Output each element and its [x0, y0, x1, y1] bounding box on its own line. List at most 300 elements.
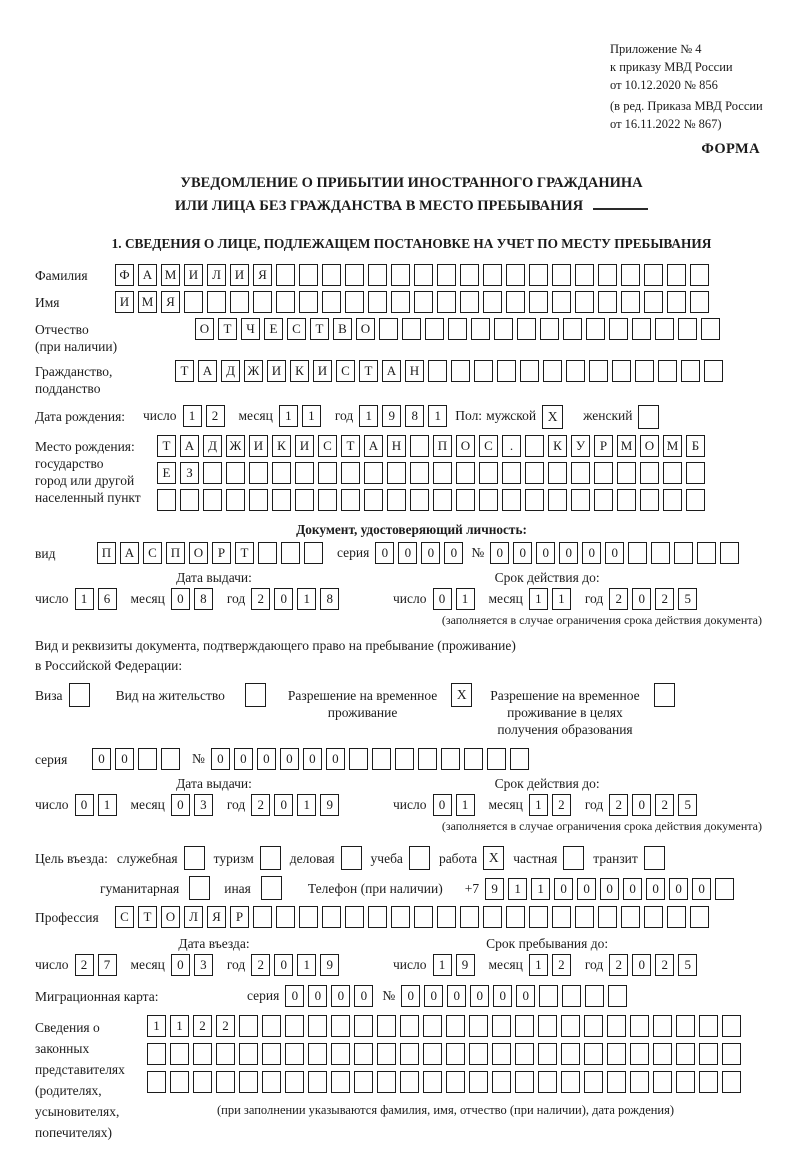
char-cell[interactable]: 0 — [605, 542, 624, 564]
char-cell[interactable]: 1 — [297, 588, 316, 610]
char-cell[interactable] — [318, 489, 337, 511]
char-cell[interactable]: 0 — [274, 588, 293, 610]
char-cell[interactable] — [644, 264, 663, 286]
char-cell[interactable] — [644, 906, 663, 928]
char-cell[interactable]: 1 — [147, 1015, 166, 1037]
char-cell[interactable]: П — [97, 542, 116, 564]
char-cell[interactable]: 2 — [75, 954, 94, 976]
char-cell[interactable] — [494, 318, 513, 340]
char-cell[interactable] — [529, 264, 548, 286]
char-cell[interactable] — [655, 318, 674, 340]
identity-valid-day-cells[interactable] — [433, 588, 479, 610]
char-cell[interactable] — [483, 291, 502, 313]
surname-cells[interactable] — [115, 264, 713, 286]
char-cell[interactable] — [552, 291, 571, 313]
char-cell[interactable]: З — [180, 462, 199, 484]
char-cell[interactable] — [471, 318, 490, 340]
migration-series-cells[interactable] — [285, 985, 377, 1007]
char-cell[interactable]: 0 — [280, 748, 299, 770]
purpose-private-checkbox[interactable] — [563, 846, 584, 870]
char-cell[interactable]: 0 — [171, 954, 190, 976]
char-cell[interactable] — [418, 748, 437, 770]
char-cell[interactable] — [423, 1015, 442, 1037]
char-cell[interactable]: С — [115, 906, 134, 928]
char-cell[interactable] — [571, 489, 590, 511]
identity-issue-year-cells[interactable] — [251, 588, 343, 610]
char-cell[interactable]: А — [382, 360, 401, 382]
char-cell[interactable] — [676, 1043, 695, 1065]
char-cell[interactable] — [441, 748, 460, 770]
char-cell[interactable] — [193, 1071, 212, 1093]
char-cell[interactable] — [667, 906, 686, 928]
char-cell[interactable] — [230, 291, 249, 313]
char-cell[interactable] — [299, 264, 318, 286]
char-cell[interactable]: 1 — [508, 878, 527, 900]
char-cell[interactable] — [216, 1043, 235, 1065]
char-cell[interactable]: 0 — [285, 985, 304, 1007]
char-cell[interactable] — [585, 985, 604, 1007]
char-cell[interactable] — [506, 906, 525, 928]
char-cell[interactable] — [722, 1071, 741, 1093]
representatives-cells-row1[interactable] — [147, 1015, 745, 1037]
char-cell[interactable] — [423, 1043, 442, 1065]
char-cell[interactable] — [586, 318, 605, 340]
char-cell[interactable] — [663, 462, 682, 484]
permit-valid-day-cells[interactable] — [433, 794, 479, 816]
char-cell[interactable]: 8 — [320, 588, 339, 610]
char-cell[interactable]: К — [290, 360, 309, 382]
char-cell[interactable] — [446, 1015, 465, 1037]
char-cell[interactable]: 0 — [171, 794, 190, 816]
char-cell[interactable]: 2 — [206, 405, 225, 427]
char-cell[interactable]: С — [318, 435, 337, 457]
char-cell[interactable]: 2 — [609, 588, 628, 610]
char-cell[interactable] — [540, 318, 559, 340]
char-cell[interactable] — [515, 1015, 534, 1037]
char-cell[interactable] — [285, 1071, 304, 1093]
char-cell[interactable] — [617, 489, 636, 511]
char-cell[interactable] — [253, 906, 272, 928]
char-cell[interactable]: 2 — [251, 954, 270, 976]
char-cell[interactable]: К — [548, 435, 567, 457]
char-cell[interactable]: 8 — [405, 405, 424, 427]
char-cell[interactable] — [663, 489, 682, 511]
char-cell[interactable]: Т — [218, 318, 237, 340]
char-cell[interactable] — [552, 264, 571, 286]
char-cell[interactable] — [354, 1071, 373, 1093]
char-cell[interactable]: 1 — [433, 954, 452, 976]
char-cell[interactable] — [630, 1071, 649, 1093]
char-cell[interactable] — [322, 906, 341, 928]
char-cell[interactable]: М — [617, 435, 636, 457]
char-cell[interactable] — [239, 1071, 258, 1093]
char-cell[interactable] — [184, 291, 203, 313]
char-cell[interactable] — [525, 462, 544, 484]
char-cell[interactable] — [387, 489, 406, 511]
char-cell[interactable]: 0 — [421, 542, 440, 564]
char-cell[interactable]: 0 — [600, 878, 619, 900]
char-cell[interactable]: А — [198, 360, 217, 382]
char-cell[interactable]: Т — [359, 360, 378, 382]
char-cell[interactable] — [456, 462, 475, 484]
char-cell[interactable] — [515, 1071, 534, 1093]
char-cell[interactable] — [147, 1043, 166, 1065]
char-cell[interactable]: С — [479, 435, 498, 457]
char-cell[interactable] — [456, 489, 475, 511]
char-cell[interactable] — [285, 1015, 304, 1037]
char-cell[interactable] — [448, 318, 467, 340]
doc-series-cells[interactable] — [375, 542, 467, 564]
char-cell[interactable]: 2 — [552, 954, 571, 976]
residence-permit-checkbox[interactable] — [245, 683, 266, 707]
char-cell[interactable]: 1 — [170, 1015, 189, 1037]
permit-issue-day-cells[interactable] — [75, 794, 121, 816]
char-cell[interactable]: 0 — [308, 985, 327, 1007]
char-cell[interactable] — [272, 462, 291, 484]
char-cell[interactable] — [690, 291, 709, 313]
char-cell[interactable]: 1 — [428, 405, 447, 427]
char-cell[interactable] — [402, 318, 421, 340]
char-cell[interactable] — [295, 489, 314, 511]
char-cell[interactable]: 0 — [582, 542, 601, 564]
char-cell[interactable]: А — [364, 435, 383, 457]
char-cell[interactable] — [506, 264, 525, 286]
char-cell[interactable] — [272, 489, 291, 511]
char-cell[interactable]: 0 — [398, 542, 417, 564]
char-cell[interactable] — [594, 489, 613, 511]
char-cell[interactable] — [377, 1043, 396, 1065]
char-cell[interactable] — [226, 462, 245, 484]
purpose-other-checkbox[interactable] — [261, 876, 282, 900]
char-cell[interactable]: 0 — [234, 748, 253, 770]
char-cell[interactable]: Ж — [244, 360, 263, 382]
char-cell[interactable] — [437, 291, 456, 313]
char-cell[interactable] — [262, 1071, 281, 1093]
char-cell[interactable] — [226, 489, 245, 511]
char-cell[interactable]: 0 — [646, 878, 665, 900]
char-cell[interactable] — [492, 1043, 511, 1065]
char-cell[interactable]: 5 — [678, 588, 697, 610]
name-cells[interactable] — [115, 291, 713, 313]
char-cell[interactable] — [487, 748, 506, 770]
char-cell[interactable] — [295, 462, 314, 484]
char-cell[interactable] — [170, 1043, 189, 1065]
char-cell[interactable] — [379, 318, 398, 340]
char-cell[interactable] — [617, 462, 636, 484]
char-cell[interactable] — [451, 360, 470, 382]
char-cell[interactable] — [349, 748, 368, 770]
char-cell[interactable]: 0 — [632, 588, 651, 610]
char-cell[interactable]: 1 — [529, 588, 548, 610]
char-cell[interactable]: 0 — [75, 794, 94, 816]
char-cell[interactable]: 2 — [655, 794, 674, 816]
char-cell[interactable] — [304, 542, 323, 564]
char-cell[interactable] — [207, 291, 226, 313]
permit-issue-year-cells[interactable] — [251, 794, 343, 816]
char-cell[interactable]: И — [295, 435, 314, 457]
char-cell[interactable] — [387, 462, 406, 484]
char-cell[interactable] — [681, 360, 700, 382]
char-cell[interactable]: Т — [138, 906, 157, 928]
char-cell[interactable] — [285, 1043, 304, 1065]
char-cell[interactable] — [446, 1071, 465, 1093]
char-cell[interactable]: И — [267, 360, 286, 382]
char-cell[interactable]: Т — [341, 435, 360, 457]
char-cell[interactable]: С — [336, 360, 355, 382]
char-cell[interactable] — [520, 360, 539, 382]
char-cell[interactable] — [322, 291, 341, 313]
char-cell[interactable] — [548, 489, 567, 511]
char-cell[interactable] — [322, 264, 341, 286]
char-cell[interactable]: Д — [203, 435, 222, 457]
char-cell[interactable]: О — [640, 435, 659, 457]
char-cell[interactable]: 2 — [552, 794, 571, 816]
char-cell[interactable]: Л — [207, 264, 226, 286]
char-cell[interactable] — [640, 489, 659, 511]
char-cell[interactable] — [667, 291, 686, 313]
entry-year-cells[interactable] — [251, 954, 343, 976]
char-cell[interactable]: И — [184, 264, 203, 286]
char-cell[interactable] — [529, 906, 548, 928]
char-cell[interactable]: 2 — [609, 954, 628, 976]
char-cell[interactable]: 0 — [554, 878, 573, 900]
gender-female-checkbox[interactable] — [638, 405, 659, 429]
char-cell[interactable] — [483, 906, 502, 928]
char-cell[interactable] — [368, 906, 387, 928]
char-cell[interactable] — [193, 1043, 212, 1065]
char-cell[interactable] — [492, 1071, 511, 1093]
char-cell[interactable] — [469, 1043, 488, 1065]
char-cell[interactable] — [584, 1071, 603, 1093]
char-cell[interactable] — [414, 906, 433, 928]
char-cell[interactable]: 0 — [257, 748, 276, 770]
char-cell[interactable]: Д — [221, 360, 240, 382]
char-cell[interactable] — [308, 1015, 327, 1037]
char-cell[interactable] — [704, 360, 723, 382]
char-cell[interactable]: 1 — [302, 405, 321, 427]
char-cell[interactable]: О — [195, 318, 214, 340]
char-cell[interactable] — [262, 1043, 281, 1065]
char-cell[interactable] — [621, 291, 640, 313]
char-cell[interactable] — [410, 489, 429, 511]
patronymic-cells[interactable] — [195, 318, 724, 340]
char-cell[interactable]: 1 — [529, 794, 548, 816]
char-cell[interactable]: С — [143, 542, 162, 564]
char-cell[interactable] — [608, 985, 627, 1007]
char-cell[interactable]: 0 — [326, 748, 345, 770]
char-cell[interactable] — [701, 318, 720, 340]
char-cell[interactable] — [699, 1071, 718, 1093]
char-cell[interactable] — [621, 906, 640, 928]
char-cell[interactable]: 0 — [632, 794, 651, 816]
char-cell[interactable]: 0 — [692, 878, 711, 900]
char-cell[interactable] — [203, 462, 222, 484]
char-cell[interactable] — [538, 1071, 557, 1093]
char-cell[interactable]: Т — [310, 318, 329, 340]
char-cell[interactable] — [331, 1043, 350, 1065]
birth-place-cells-row1[interactable] — [157, 435, 709, 457]
char-cell[interactable]: П — [433, 435, 452, 457]
char-cell[interactable] — [460, 291, 479, 313]
char-cell[interactable]: М — [161, 264, 180, 286]
char-cell[interactable]: 1 — [552, 588, 571, 610]
char-cell[interactable]: 1 — [456, 794, 475, 816]
char-cell[interactable]: 0 — [433, 588, 452, 610]
identity-valid-month-cells[interactable] — [529, 588, 575, 610]
char-cell[interactable]: Р — [230, 906, 249, 928]
char-cell[interactable]: 1 — [529, 954, 548, 976]
visa-checkbox[interactable] — [69, 683, 90, 707]
char-cell[interactable] — [345, 264, 364, 286]
birth-month-cells[interactable] — [279, 405, 325, 427]
char-cell[interactable] — [483, 264, 502, 286]
char-cell[interactable] — [607, 1043, 626, 1065]
char-cell[interactable]: 0 — [559, 542, 578, 564]
char-cell[interactable]: Я — [207, 906, 226, 928]
char-cell[interactable]: 0 — [516, 985, 535, 1007]
char-cell[interactable]: Т — [157, 435, 176, 457]
char-cell[interactable]: 5 — [678, 794, 697, 816]
stay-day-cells[interactable] — [433, 954, 479, 976]
purpose-humanitarian-checkbox[interactable] — [189, 876, 210, 900]
char-cell[interactable] — [594, 462, 613, 484]
char-cell[interactable] — [584, 1015, 603, 1037]
stay-month-cells[interactable] — [529, 954, 575, 976]
char-cell[interactable] — [299, 291, 318, 313]
char-cell[interactable]: 1 — [359, 405, 378, 427]
char-cell[interactable] — [715, 878, 734, 900]
char-cell[interactable] — [667, 264, 686, 286]
char-cell[interactable]: 0 — [354, 985, 373, 1007]
char-cell[interactable] — [299, 906, 318, 928]
char-cell[interactable] — [276, 264, 295, 286]
char-cell[interactable] — [525, 489, 544, 511]
char-cell[interactable]: 0 — [433, 794, 452, 816]
char-cell[interactable]: 1 — [75, 588, 94, 610]
char-cell[interactable] — [548, 462, 567, 484]
char-cell[interactable] — [364, 489, 383, 511]
char-cell[interactable] — [502, 489, 521, 511]
representatives-cells-row2[interactable] — [147, 1043, 745, 1065]
purpose-commercial-checkbox[interactable] — [341, 846, 362, 870]
temp-permit-edu-checkbox[interactable] — [654, 683, 675, 707]
char-cell[interactable] — [400, 1015, 419, 1037]
char-cell[interactable] — [690, 906, 709, 928]
identity-valid-year-cells[interactable] — [609, 588, 701, 610]
char-cell[interactable] — [575, 906, 594, 928]
char-cell[interactable]: 1 — [456, 588, 475, 610]
char-cell[interactable] — [262, 1015, 281, 1037]
char-cell[interactable] — [368, 264, 387, 286]
char-cell[interactable]: 8 — [194, 588, 213, 610]
char-cell[interactable]: 3 — [194, 794, 213, 816]
char-cell[interactable] — [598, 906, 617, 928]
char-cell[interactable] — [561, 1071, 580, 1093]
char-cell[interactable] — [699, 1043, 718, 1065]
char-cell[interactable] — [410, 462, 429, 484]
char-cell[interactable] — [377, 1071, 396, 1093]
char-cell[interactable]: И — [249, 435, 268, 457]
char-cell[interactable]: 2 — [251, 588, 270, 610]
representatives-cells-row3[interactable] — [147, 1071, 745, 1093]
char-cell[interactable]: 9 — [320, 794, 339, 816]
char-cell[interactable] — [410, 435, 429, 457]
char-cell[interactable] — [686, 489, 705, 511]
char-cell[interactable] — [391, 291, 410, 313]
char-cell[interactable] — [517, 318, 536, 340]
char-cell[interactable]: 9 — [320, 954, 339, 976]
char-cell[interactable] — [630, 1043, 649, 1065]
char-cell[interactable]: Ж — [226, 435, 245, 457]
char-cell[interactable] — [276, 906, 295, 928]
purpose-study-checkbox[interactable] — [409, 846, 430, 870]
char-cell[interactable]: 5 — [678, 954, 697, 976]
char-cell[interactable]: Т — [235, 542, 254, 564]
char-cell[interactable]: 1 — [531, 878, 550, 900]
char-cell[interactable]: 0 — [274, 794, 293, 816]
char-cell[interactable]: 9 — [456, 954, 475, 976]
char-cell[interactable] — [651, 542, 670, 564]
char-cell[interactable]: Б — [686, 435, 705, 457]
char-cell[interactable] — [364, 462, 383, 484]
char-cell[interactable] — [239, 1015, 258, 1037]
char-cell[interactable]: 0 — [577, 878, 596, 900]
char-cell[interactable] — [686, 462, 705, 484]
gender-male-checkbox[interactable]: X — [542, 405, 563, 429]
char-cell[interactable]: Я — [161, 291, 180, 313]
char-cell[interactable]: Н — [405, 360, 424, 382]
char-cell[interactable] — [276, 291, 295, 313]
char-cell[interactable]: . — [502, 435, 521, 457]
char-cell[interactable] — [566, 360, 585, 382]
char-cell[interactable]: А — [120, 542, 139, 564]
char-cell[interactable] — [628, 542, 647, 564]
char-cell[interactable] — [170, 1071, 189, 1093]
char-cell[interactable] — [571, 462, 590, 484]
char-cell[interactable] — [469, 1071, 488, 1093]
char-cell[interactable] — [479, 489, 498, 511]
char-cell[interactable] — [653, 1071, 672, 1093]
char-cell[interactable] — [203, 489, 222, 511]
char-cell[interactable]: 1 — [183, 405, 202, 427]
char-cell[interactable] — [598, 264, 617, 286]
migration-number-cells[interactable] — [401, 985, 631, 1007]
char-cell[interactable]: О — [356, 318, 375, 340]
char-cell[interactable] — [506, 291, 525, 313]
char-cell[interactable] — [539, 985, 558, 1007]
permit-valid-month-cells[interactable] — [529, 794, 575, 816]
char-cell[interactable] — [612, 360, 631, 382]
char-cell[interactable]: 2 — [216, 1015, 235, 1037]
char-cell[interactable] — [529, 291, 548, 313]
char-cell[interactable] — [676, 1071, 695, 1093]
char-cell[interactable] — [561, 1043, 580, 1065]
char-cell[interactable] — [607, 1015, 626, 1037]
char-cell[interactable] — [538, 1043, 557, 1065]
char-cell[interactable]: 0 — [274, 954, 293, 976]
char-cell[interactable] — [690, 264, 709, 286]
char-cell[interactable]: 0 — [171, 588, 190, 610]
birth-place-cells-row2[interactable] — [157, 462, 709, 484]
char-cell[interactable]: К — [272, 435, 291, 457]
char-cell[interactable] — [460, 264, 479, 286]
char-cell[interactable]: 9 — [485, 878, 504, 900]
char-cell[interactable] — [180, 489, 199, 511]
char-cell[interactable] — [653, 1015, 672, 1037]
char-cell[interactable]: Л — [184, 906, 203, 928]
char-cell[interactable]: 0 — [444, 542, 463, 564]
char-cell[interactable] — [318, 462, 337, 484]
